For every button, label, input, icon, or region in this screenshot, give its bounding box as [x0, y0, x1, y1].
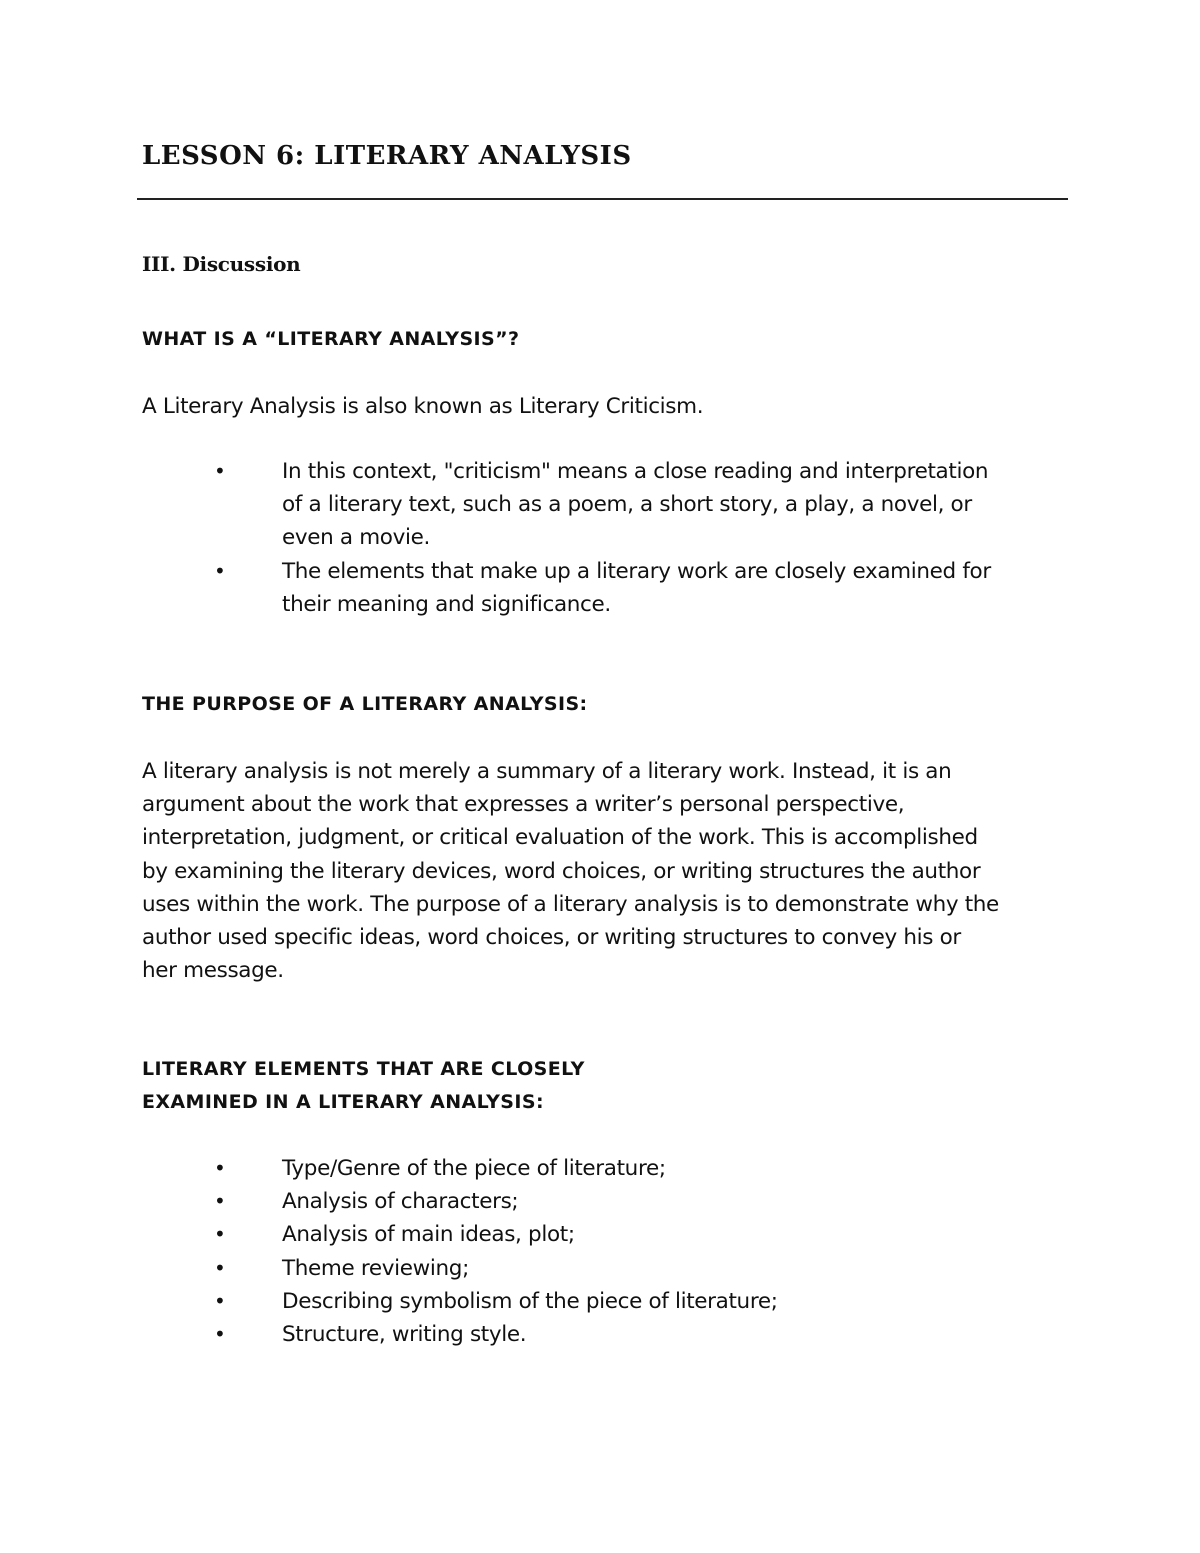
elements-heading-line: LITERARY ELEMENTS THAT ARE CLOSELY	[142, 1058, 585, 1080]
elements-heading	[142, 1053, 585, 1119]
what-is-heading: WHAT IS A “LITERARY ANALYSIS”?	[142, 328, 520, 350]
list-item	[142, 1252, 1072, 1285]
list-item-line: even a movie.	[282, 525, 430, 551]
list-item	[142, 555, 1072, 621]
list-item-text: Theme reviewing;	[282, 1255, 469, 1281]
bullet-icon: •	[214, 459, 226, 483]
paragraph-line: A literary analysis is not merely a summary of a literary work. Instead, it is an	[142, 759, 952, 784]
title-divider	[137, 198, 1068, 200]
what-is-intro	[142, 390, 1062, 423]
paragraph-line: by examining the literary devices, word choices, or writing structures the author	[142, 858, 981, 884]
elements-heading-line: EXAMINED IN A LITERARY ANALYSIS:	[142, 1091, 544, 1113]
bullet-icon: •	[214, 1222, 226, 1247]
list-item	[142, 1185, 1072, 1218]
paragraph-line: her message.	[142, 958, 284, 984]
list-item-text: Analysis of characters;	[282, 1189, 519, 1215]
list-item-text: Describing symbolism of the piece of literature;	[282, 1288, 778, 1314]
what-is-bullet-list	[142, 455, 1072, 621]
what-is-intro-text: A Literary Analysis is also known as Literary Criticism.	[142, 394, 704, 419]
bullet-icon: •	[214, 558, 226, 583]
list-item-text: Structure, writing style.	[282, 1322, 527, 1348]
list-item	[142, 1218, 1072, 1251]
paragraph-line: interpretation, judgment, or critical evaluation of the work. This is accomplished	[142, 825, 978, 851]
paragraph-line: uses within the work. The purpose of a literary analysis is to demonstrate why the	[142, 891, 999, 917]
list-item-text: Type/Genre of the piece of literature;	[282, 1156, 666, 1181]
list-item	[142, 1318, 1072, 1351]
bullet-icon: •	[214, 1189, 226, 1214]
purpose-heading: THE PURPOSE OF A LITERARY ANALYSIS:	[142, 693, 588, 715]
bullet-icon: •	[214, 1255, 226, 1280]
list-item	[142, 455, 1072, 555]
section-heading: III. Discussion	[142, 252, 301, 276]
list-item-line: of a literary text, such as a poem, a short story, a play, a novel, or	[282, 492, 972, 518]
elements-bullet-list	[142, 1152, 1072, 1351]
bullet-icon: •	[214, 1322, 226, 1347]
list-item-line: their meaning and significance.	[282, 591, 611, 617]
list-item-text: Analysis of main ideas, plot;	[282, 1222, 575, 1248]
list-item-line: In this context, "criticism" means a close reading and interpretation	[282, 459, 989, 484]
page-title: LESSON 6: LITERARY ANALYSIS	[142, 141, 632, 171]
purpose-paragraph	[142, 755, 1062, 987]
list-item	[142, 1152, 1072, 1185]
bullet-icon: •	[214, 1288, 226, 1313]
bullet-icon: •	[214, 1156, 226, 1180]
paragraph-line: author used specific ideas, word choices, or writing structures to convey his or	[142, 925, 961, 951]
paragraph-line: argument about the work that expresses a writer’s personal perspective,	[142, 792, 905, 818]
list-item	[142, 1285, 1072, 1318]
list-item-line: The elements that make up a literary work are closely examined for	[282, 558, 991, 584]
